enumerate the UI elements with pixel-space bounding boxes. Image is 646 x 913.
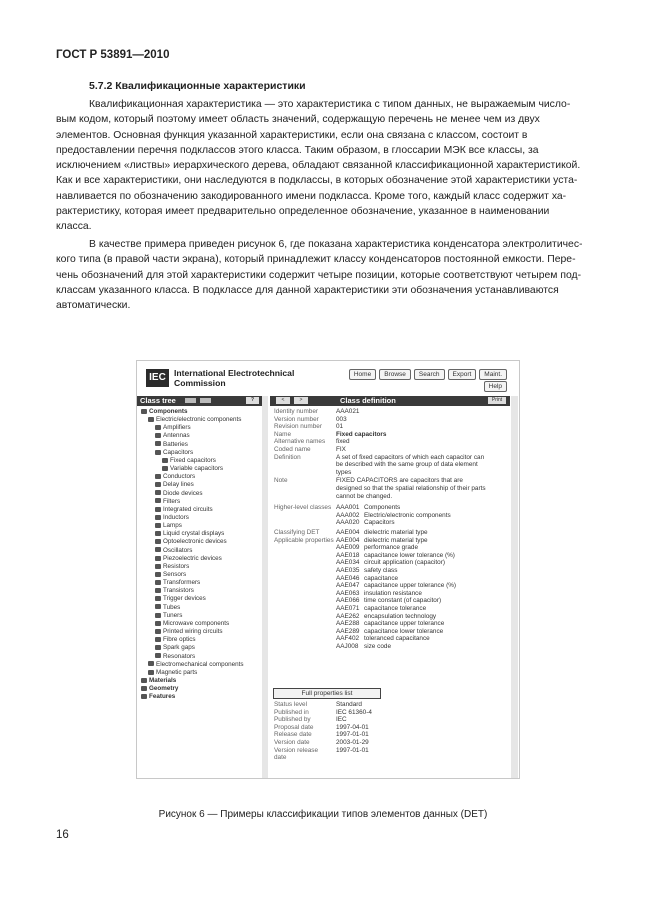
class-name: Components	[364, 504, 401, 512]
field-value: 1997-01-01	[336, 731, 369, 739]
class-code[interactable]: AAE018	[336, 551, 360, 559]
tree-item[interactable]	[155, 604, 180, 611]
tree-item-label: Printed wiring circuits	[163, 628, 223, 636]
class-name: dielectric material type	[364, 529, 428, 536]
field-label: Revision number	[274, 423, 322, 431]
tree-item[interactable]	[148, 416, 241, 423]
nav-bar	[349, 369, 507, 380]
class-code[interactable]: AAE034	[336, 559, 360, 567]
tree-item[interactable]	[155, 563, 189, 570]
field-value: Fixed capacitors	[336, 430, 387, 438]
tree-item-label: Resonators	[163, 652, 196, 660]
tree-item-label: Inductors	[163, 513, 189, 521]
folder-icon	[155, 433, 161, 438]
paragraph-2	[56, 237, 598, 313]
field-label: Published in	[274, 708, 309, 716]
tree-item[interactable]	[155, 522, 182, 529]
class-code[interactable]: AAE288	[336, 620, 360, 628]
field-label: Identity number	[274, 408, 319, 415]
class-code[interactable]: AAF402	[336, 635, 360, 643]
class-name: time constant (of capacitor)	[364, 597, 442, 605]
paragraph-1	[56, 97, 598, 235]
class-name: encapsulation technology	[364, 612, 437, 620]
class-code[interactable]: AAA020	[336, 519, 360, 527]
browse-button[interactable]: Browse	[379, 369, 411, 380]
screenshot-figure	[136, 360, 520, 779]
field-value: designed so that the spatial relationship of their parts	[336, 485, 486, 492]
tree-item[interactable]	[155, 644, 195, 651]
folder-icon	[141, 694, 147, 699]
tree-item-label: Conductors	[163, 473, 196, 481]
home-button[interactable]: Home	[349, 369, 376, 380]
full-properties-button[interactable]: Full properties list	[273, 688, 381, 699]
field-value: 01	[336, 423, 344, 431]
folder-icon	[155, 588, 161, 593]
class-name: capacitance upper tolerance (%)	[364, 582, 457, 590]
paragraph-line: Как и все характеристики, они наследуются в подклассы, в которых обозначение этой характеристики уста-	[56, 175, 578, 187]
folder-icon	[148, 417, 154, 422]
tree-item[interactable]	[155, 587, 194, 594]
tree-item[interactable]	[155, 628, 223, 635]
tree-item-label: Piezoelectric devices	[163, 554, 222, 562]
tree-scrollbar[interactable]	[262, 396, 268, 778]
field-label: Version number	[274, 415, 319, 423]
class-name: performance grade	[364, 544, 418, 552]
field-value: Standard	[336, 701, 362, 708]
folder-icon	[148, 670, 154, 675]
tree-item[interactable]	[155, 538, 227, 545]
tree-item[interactable]	[155, 636, 196, 643]
class-tree-title: Class tree	[140, 396, 176, 405]
field-value: be described with the same group of data element	[336, 461, 478, 469]
paragraph-line: чень обозначений для этой характеристики содержит четыре позиции, которые соответствуют четырем под-	[56, 269, 582, 281]
paragraph-line: кого типа (в правой части экрана), который принадлежит классу конденсаторов постоянной емкости. Пере-	[56, 254, 576, 266]
help-button[interactable]: Help	[484, 381, 507, 392]
folder-icon	[141, 686, 147, 691]
folder-icon	[155, 653, 161, 658]
tree-item-label: Integrated circuits	[163, 505, 213, 513]
tree-item[interactable]	[155, 620, 229, 627]
folder-icon	[141, 409, 147, 414]
paragraph-line: класса.	[56, 221, 92, 233]
tree-item-label: Batteries	[163, 440, 188, 448]
field-label: Version release	[274, 746, 319, 754]
paragraph-line: В качестве примера приведен рисунок 6, где показана характеристика конденсатора электролитичес-	[89, 239, 583, 250]
tree-item[interactable]	[148, 661, 244, 668]
tree-item-label: Electric/electronic components	[156, 416, 242, 424]
folder-icon	[155, 523, 161, 528]
class-name: capacitance lower tolerance (%)	[364, 551, 455, 559]
field-value: FIX	[336, 446, 346, 453]
field-value: fixed	[336, 438, 350, 446]
tree-item[interactable]	[155, 481, 194, 488]
tree-item-label: Spark gaps	[163, 644, 195, 652]
field-value: cannot be changed.	[336, 492, 393, 500]
field-label: Note	[274, 477, 288, 485]
class-code[interactable]: AAE063	[336, 589, 360, 597]
field-label: date	[274, 754, 287, 762]
class-code[interactable]: AAJ008	[336, 643, 359, 650]
paragraph-line: навливается по обозначению закодированного имени подкласса. Кроме того, каждый класс содержит ха-	[56, 190, 567, 202]
field-label: Applicable properties	[274, 536, 334, 544]
class-name: dielectric material type	[364, 536, 428, 544]
tree-item-label: Tubes	[163, 603, 181, 611]
field-value: IEC 61360-4	[336, 708, 372, 716]
folder-icon	[155, 482, 161, 487]
class-code[interactable]: AAE262	[336, 612, 360, 620]
class-name: Electric/electronic components	[364, 511, 451, 519]
class-definition-panel	[270, 396, 510, 778]
tree-item[interactable]	[141, 408, 187, 415]
tree-item-label: Diode devices	[163, 489, 203, 497]
tree-item[interactable]	[141, 685, 178, 692]
field-value: FIXED CAPACITORS are capacitors that are	[336, 477, 463, 485]
page-number: 16	[56, 829, 69, 841]
folder-icon	[155, 580, 161, 585]
tree-help-icon[interactable]: ?	[246, 397, 259, 404]
prev-button[interactable]: <	[276, 397, 290, 404]
tree-item-label: Microwave components	[163, 619, 230, 627]
field-label: Proposal date	[274, 723, 314, 731]
folder-icon	[155, 613, 161, 618]
class-definition-header	[270, 396, 510, 406]
class-code[interactable]: AAE004	[336, 529, 360, 536]
field-value: 1997-01-01	[336, 746, 369, 754]
tree-item-label: Materials	[149, 676, 177, 684]
search-button[interactable]: Search	[414, 369, 445, 380]
paragraph-line: классам указанного класса. В подклассе для данной характеристики эти обозначения устанавливаются	[56, 284, 559, 296]
next-button[interactable]: >	[294, 397, 308, 404]
field-value: IEC	[336, 716, 347, 724]
tree-item[interactable]	[155, 441, 188, 448]
tree-item[interactable]	[155, 432, 190, 439]
field-value: A set of fixed capacitors of which each capacitor can	[336, 453, 485, 461]
maint-button[interactable]: Maint.	[479, 369, 507, 380]
class-code[interactable]: AAE066	[336, 597, 360, 605]
tree-item[interactable]	[162, 465, 223, 472]
folder-icon	[155, 596, 161, 601]
class-code[interactable]: AAA001	[336, 504, 360, 512]
paragraph-line: автоматически.	[56, 300, 131, 312]
paragraph-line: вым кодом, который поэтому имеет область значений, содержащую перечень не менее чем из двух	[56, 114, 540, 126]
folder-icon	[148, 661, 154, 666]
field-label: Higher-level classes	[274, 504, 332, 512]
field-label: Status level	[274, 701, 308, 708]
class-name: safety class	[364, 567, 398, 574]
tree-item[interactable]	[155, 571, 186, 578]
class-code[interactable]: AAE004	[336, 536, 360, 544]
folder-icon	[155, 547, 161, 552]
class-code[interactable]: AAE289	[336, 627, 360, 635]
field-label: Coded name	[274, 446, 311, 453]
class-name: insulation resistance	[364, 589, 422, 597]
folder-icon	[155, 539, 161, 544]
standard-header: ГОСТ Р 53891—2010	[56, 49, 170, 61]
tree-item[interactable]	[155, 498, 180, 505]
folder-icon	[155, 637, 161, 642]
tree-item[interactable]	[162, 457, 216, 464]
tree-item[interactable]	[155, 530, 224, 537]
class-name: capacitance upper tolerance	[364, 620, 445, 628]
folder-icon	[155, 498, 161, 503]
tree-item-label: Fibre optics	[163, 636, 196, 644]
tree-item[interactable]	[155, 490, 203, 497]
tree-item-label: Fixed capacitors	[170, 456, 216, 464]
tree-item[interactable]	[141, 693, 175, 700]
tree-item-label: Lamps	[163, 522, 182, 530]
definition-scrollbar[interactable]	[511, 396, 518, 778]
field-label: Name	[274, 430, 292, 438]
tree-item-label: Magnetic parts	[156, 668, 198, 676]
tree-item[interactable]	[155, 555, 222, 562]
paragraph-line: Квалификационная характеристика — это характеристика с типом данных, не выражаемым число-	[89, 99, 571, 110]
field-label: Definition	[274, 453, 301, 461]
organization-name	[174, 368, 294, 388]
field-value: types	[336, 468, 352, 476]
folder-icon	[141, 678, 147, 683]
folder-icon	[155, 425, 161, 430]
section-title: 5.7.2 Квалификационные характеристики	[89, 80, 306, 92]
class-definition-title: Class definition	[340, 396, 396, 405]
folder-icon	[155, 441, 161, 446]
expand-icon[interactable]	[185, 398, 196, 403]
tree-item-label: Electromechanical components	[156, 660, 244, 668]
field-label: Release date	[274, 731, 312, 739]
tree-item[interactable]	[155, 473, 195, 480]
tree-item-label: Transistors	[163, 587, 194, 595]
tree-item-label: Components	[149, 408, 188, 415]
org-line-2: Commission	[174, 378, 226, 388]
folder-icon	[155, 629, 161, 634]
iec-logo: IEC	[146, 369, 169, 387]
class-name: capacitance lower tolerance	[364, 627, 444, 635]
tree-item-label: Capacitors	[163, 448, 194, 456]
paragraph-line: рактеристику, которая имеет предварительно определенное обозначение, указанное в наименовании	[56, 206, 550, 218]
folder-icon	[155, 490, 161, 495]
folder-icon	[155, 621, 161, 626]
folder-icon	[155, 572, 161, 577]
tree-item-label: Optoelectronic devices	[163, 538, 227, 546]
tree-item-label: Oscillators	[163, 546, 193, 554]
field-label: Published by	[274, 716, 311, 724]
collapse-icon[interactable]	[200, 398, 211, 403]
tree-item-label: Geometry	[149, 685, 179, 693]
tree-item-label: Tuners	[163, 611, 183, 619]
tree-item-label: Amplifiers	[163, 424, 191, 432]
paragraph-line: исключением «листвы» иерархического дерева, обладают связанной классификационной характеристикой.	[56, 160, 581, 172]
tree-item-label: Liquid crystal displays	[163, 530, 225, 538]
folder-icon	[155, 515, 161, 520]
field-value: 1997-04-01	[336, 723, 369, 731]
folder-icon	[155, 556, 161, 561]
folder-icon	[162, 458, 168, 463]
field-label: Classifying DET	[274, 529, 320, 536]
tree-item[interactable]	[155, 595, 206, 602]
tree-item-label: Resistors	[163, 562, 190, 570]
tree-item[interactable]	[155, 424, 191, 431]
class-name: toleranced capacitance	[364, 635, 430, 643]
field-value: 2003-01-29	[336, 739, 369, 746]
class-code[interactable]: AAA002	[336, 511, 360, 519]
tree-item-label: Features	[149, 693, 176, 701]
folder-icon	[155, 564, 161, 569]
tree-item[interactable]	[155, 506, 213, 513]
class-tree-header	[137, 396, 262, 406]
field-label: Alternative names	[274, 438, 326, 446]
export-button[interactable]: Export	[448, 369, 477, 380]
class-name: Capacitors	[364, 519, 395, 527]
tree-item-label: Sensors	[163, 571, 187, 578]
folder-icon	[155, 507, 161, 512]
org-line-1: International Electrotechnical	[174, 368, 295, 378]
folder-icon	[155, 474, 161, 479]
tree-item[interactable]	[148, 669, 197, 676]
class-name: size code	[364, 643, 391, 650]
folder-icon	[155, 531, 161, 536]
class-tree-panel	[137, 396, 262, 778]
tree-item-label: Variable capacitors	[170, 465, 224, 473]
tree-item-label: Transformers	[163, 579, 201, 587]
tree-item[interactable]	[155, 547, 192, 554]
tree-item-label: Trigger devices	[163, 595, 206, 603]
class-code[interactable]: AAE071	[336, 605, 360, 612]
figure-caption: Рисунок 6 — Примеры классификации типов элементов данных (DET)	[158, 809, 488, 820]
folder-icon	[155, 645, 161, 650]
folder-icon	[155, 450, 161, 455]
class-name: capacitance	[364, 574, 399, 582]
tree-item[interactable]	[141, 677, 176, 684]
field-value: 003	[336, 415, 347, 423]
tree-item[interactable]	[155, 612, 182, 619]
tree-item-label: Filters	[163, 497, 181, 505]
tree-item[interactable]	[155, 514, 189, 521]
class-code[interactable]: AAE047	[336, 582, 360, 590]
print-button[interactable]: Print	[488, 397, 506, 404]
tree-item[interactable]	[155, 653, 195, 660]
class-code[interactable]: AAE035	[336, 567, 360, 574]
paragraph-line: элементов. Основная функция указанной характеристики, если она связана с классом, состоит в	[56, 129, 528, 141]
class-code[interactable]: AAE046	[336, 574, 360, 582]
tree-item[interactable]	[155, 579, 200, 586]
folder-icon	[162, 466, 168, 471]
field-label: Version date	[274, 739, 310, 746]
field-value: AAA021	[336, 408, 360, 415]
class-name: circuit application (capacitor)	[364, 559, 445, 567]
tree-item-label: Delay lines	[163, 481, 194, 489]
class-code[interactable]: AAE009	[336, 544, 360, 552]
folder-icon	[155, 604, 161, 609]
tree-item[interactable]	[155, 449, 193, 456]
tree-item-label: Antennas	[163, 432, 190, 440]
paragraph-line: предоставлении перечня подклассов этого класса. Таким образом, в глоссарии МЭК все классы, за	[56, 144, 539, 156]
class-name: capacitance tolerance	[364, 605, 427, 612]
